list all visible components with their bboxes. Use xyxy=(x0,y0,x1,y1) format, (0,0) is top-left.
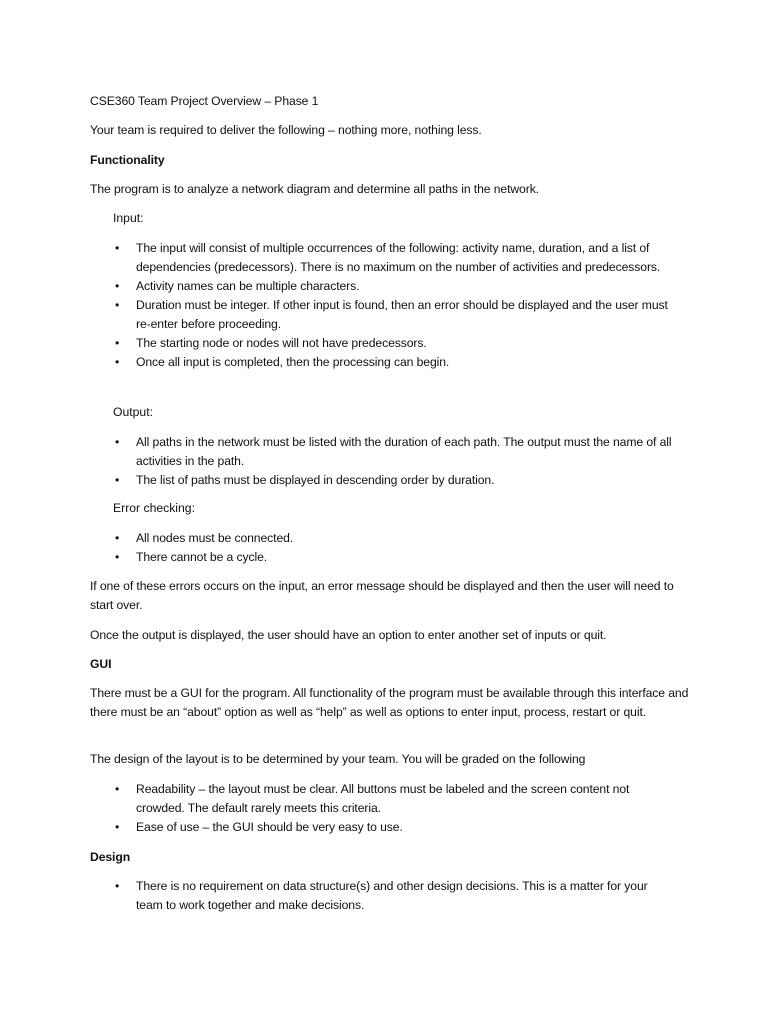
design-heading: Design xyxy=(90,850,131,864)
functionality-paragraph: The program is to analyze a network diagram and determine all paths in the network. xyxy=(90,182,539,196)
gui-design-paragraph: The design of the layout is to be determined by your team. You will be graded on the following xyxy=(90,752,586,766)
bullet-icon: • xyxy=(115,473,120,487)
bullet-icon: • xyxy=(115,336,120,350)
list-item: • The list of paths must be displayed in descending order by duration. xyxy=(113,471,673,490)
list-item: • All nodes must be connected. xyxy=(113,529,673,548)
input-bullet-list xyxy=(113,239,673,372)
output-paragraph: Once the output is displayed, the user should have an option to enter another set of inputs or quit. xyxy=(90,628,607,642)
list-item: • Activity names can be multiple characters. xyxy=(113,277,673,296)
list-item: • There cannot be a cycle. xyxy=(113,548,673,567)
bullet-icon: • xyxy=(115,298,120,312)
list-item: • All paths in the network must be listed with the duration of each path. The output must the name of all activities in the path. xyxy=(115,435,672,468)
gui-paragraph: There must be a GUI for the program. All functionality of the program must be available through this interface and there must be an “about” option as well as “help” as well as options to enter input, process, restart or quit. xyxy=(90,686,689,719)
bullet-icon: • xyxy=(115,279,120,293)
list-item: • Ease of use – the GUI should be very easy to use. xyxy=(113,818,673,837)
output-label: Output: xyxy=(113,405,153,419)
bullet-icon: • xyxy=(115,355,120,369)
list-item: • Once all input is completed, then the processing can begin. xyxy=(113,353,673,372)
bullet-icon: • xyxy=(115,550,120,564)
input-label: Input: xyxy=(113,211,144,225)
functionality-heading: Functionality xyxy=(90,153,165,167)
bullet-icon: • xyxy=(115,820,120,834)
list-item: • There is no requirement on data structure(s) and other design decisions. This is a matter for your team to work together and make decisions. xyxy=(115,879,648,912)
bullet-icon: • xyxy=(115,782,120,796)
output-bullet-list xyxy=(113,433,673,490)
bullet-icon: • xyxy=(115,531,120,545)
bullet-icon: • xyxy=(115,435,120,449)
gui-heading: GUI xyxy=(90,657,112,671)
gui-bullet-list xyxy=(113,780,673,837)
document-title: CSE360 Team Project Overview – Phase 1 xyxy=(90,94,319,108)
error-checking-bullet-list xyxy=(113,529,673,567)
bullet-icon: • xyxy=(115,241,120,255)
design-bullet-list xyxy=(113,877,673,915)
list-item: • Duration must be integer. If other input is found, then an error should be displayed and the user must re-enter before proceeding. xyxy=(115,298,668,331)
list-item: • Readability – the layout must be clear. All buttons must be labeled and the screen content not crowded. The default rarely meets this criteria. xyxy=(115,782,630,815)
list-item: • The input will consist of multiple occurrences of the following: activity name, duration, and a list of dependencies (predecessors). There is no maximum on the number of activities and predecessors. xyxy=(115,241,661,274)
bullet-icon: • xyxy=(115,879,120,893)
error-checking-label: Error checking: xyxy=(113,501,195,515)
list-item: • The starting node or nodes will not have predecessors. xyxy=(113,334,673,353)
error-paragraph: If one of these errors occurs on the input, an error message should be displayed and then the user will need to start over. xyxy=(90,579,674,612)
intro-paragraph: Your team is required to deliver the following – nothing more, nothing less. xyxy=(90,123,482,137)
